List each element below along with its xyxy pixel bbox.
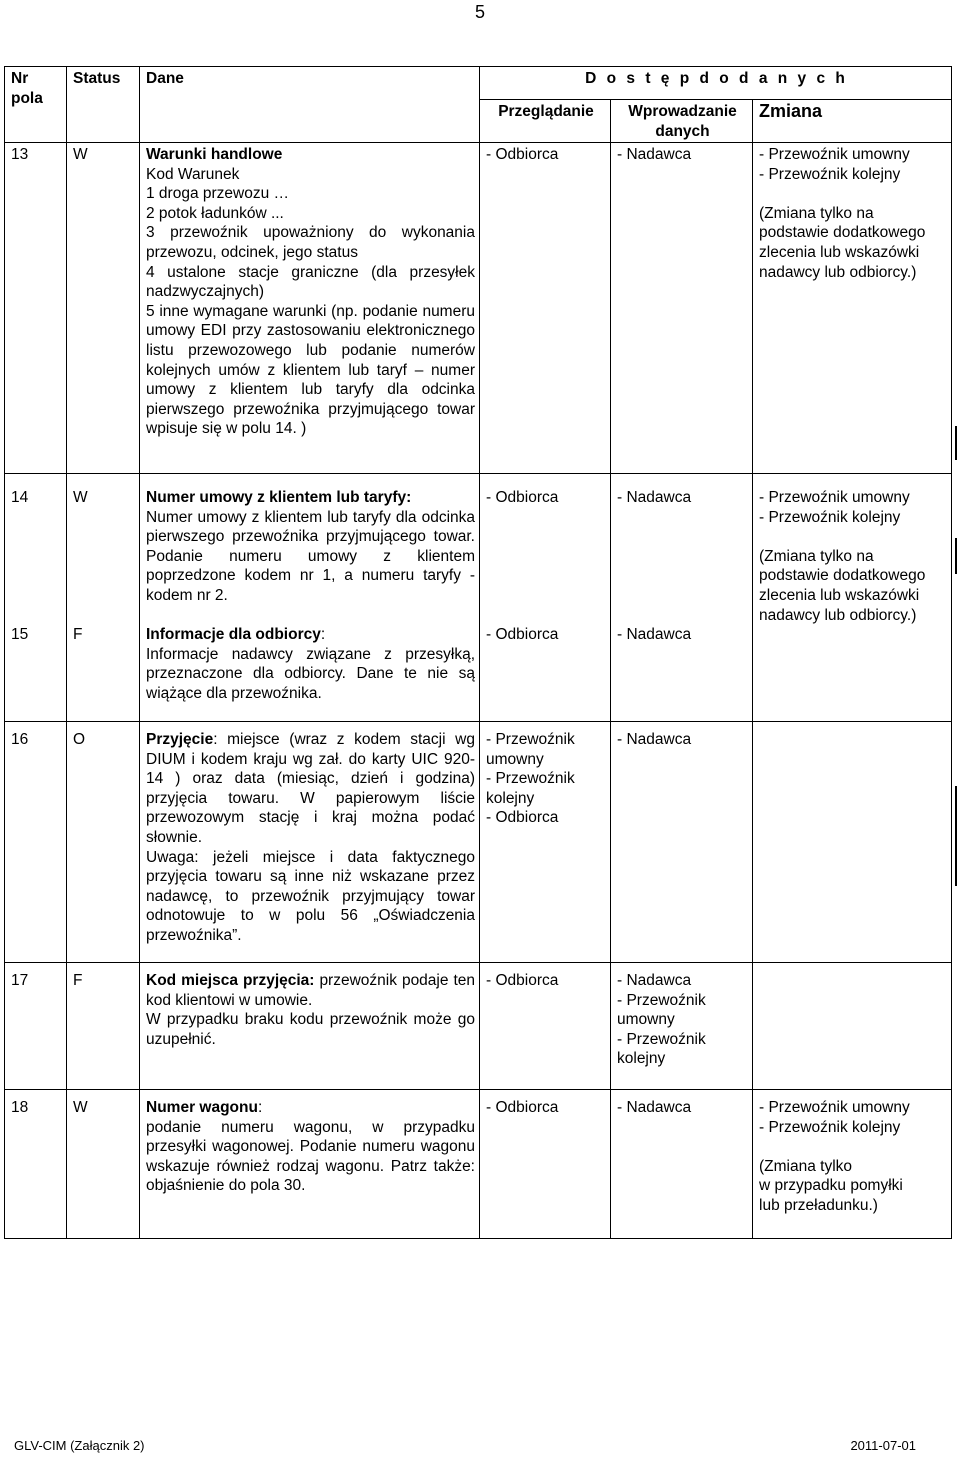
row-13-zmiana: - Przewoźnik umowny - Przewoźnik kolejny (Zmiana tylko na podstawie dodatkowego zlecenia lub wskazówki nadawcy lub odbiorcy.): [753, 143, 952, 474]
row-16-status: O: [67, 722, 140, 963]
page-number: 5: [474, 2, 485, 22]
row-18-nr: 18: [5, 1090, 67, 1239]
row-16-body: Uwaga: jeżeli miejsce i data faktycznego przyjęcia towaru są inne niż wskazane przez nadawcę, to przewoźnik przyjmujący towar odnotowuje to w polu 56 „Oświadczenia przewoźnika”.: [146, 848, 475, 944]
header-przegladanie: Przeglądanie: [480, 100, 611, 143]
row-17-przegladanie: - Odbiorca: [480, 963, 611, 1090]
header-dane: Dane: [140, 67, 480, 143]
row-16-wprowadzanie: - Nadawca: [611, 722, 753, 963]
row-16-przegladanie: - Przewoźnik umowny - Przewoźnik kolejny - Odbiorca: [480, 722, 611, 963]
row-18-body: podanie numeru wagonu, w przypadku przesyłki wagonowej. Podanie numeru wagonu wskazuje również rodzaj wagonu. Patrz także: objaśnienie do pola 30.: [146, 1118, 475, 1195]
row-18-przegladanie: - Odbiorca: [480, 1090, 611, 1239]
row-13-title: Warunki handlowe: [146, 146, 283, 163]
row-15-title-suffix: :: [320, 626, 326, 643]
row-16-nr: 16: [5, 722, 67, 963]
change-bar-marker: [955, 426, 957, 460]
row-15-wprowadzanie: - Nadawca: [611, 623, 753, 722]
row-16-title: Przyjęcie: [146, 731, 214, 748]
row-16-dane: [140, 722, 480, 963]
table-row-14: [5, 474, 952, 624]
row-13-status: W: [67, 143, 140, 474]
row-14-title: Numer umowy z klientem lub taryfy:: [146, 489, 412, 506]
row-18-title-suffix: :: [257, 1099, 263, 1116]
row-14-nr: 14: [5, 474, 67, 624]
row-17-nr: 17: [5, 963, 67, 1090]
footer-date: 2011-07-01: [850, 1438, 916, 1453]
header-dostep: D o s t ę p d o d a n y c h: [480, 67, 952, 100]
change-bar-marker: [955, 538, 957, 574]
row-18-wprowadzanie: - Nadawca: [611, 1090, 753, 1239]
footer-document-id: GLV-CIM (Załącznik 2): [14, 1438, 145, 1453]
header-status: Status: [67, 67, 140, 143]
row-18-dane: [140, 1090, 480, 1239]
header-zmiana: Zmiana: [753, 100, 952, 143]
row-15-title: Informacje dla odbiorcy: [146, 626, 321, 643]
row-17-body: W przypadku braku kodu przewoźnik może go uzupełnić.: [146, 1011, 475, 1048]
row-13-wprowadzanie: - Nadawca: [611, 143, 753, 474]
row-17-status: F: [67, 963, 140, 1090]
change-bar-marker: [955, 786, 957, 886]
row-17-title-suffix: przewoźnik podaje ten kod klientowi w umowie.: [146, 972, 476, 1009]
row-17-wprowadzanie: - Nadawca - Przewoźnik umowny - Przewoźnik kolejny: [611, 963, 753, 1090]
header-wprowadzanie: Wprowadzanie danych: [611, 100, 753, 143]
row-16-zmiana: [753, 722, 952, 963]
row-18-zmiana: - Przewoźnik umowny - Przewoźnik kolejny (Zmiana tylko w przypadku pomyłki lub przeładunku.): [753, 1090, 952, 1239]
row-13-przegladanie: - Odbiorca: [480, 143, 611, 474]
row-14-status: W: [67, 474, 140, 624]
table-row-18: [5, 1090, 952, 1239]
row-14-zmiana: - Przewoźnik umowny - Przewoźnik kolejny (Zmiana tylko na podstawie dodatkowego zlecenia lub wskazówki nadawcy lub odbiorcy.): [753, 474, 952, 722]
row-15-przegladanie: - Odbiorca: [480, 623, 611, 722]
row-14-przegladanie: - Odbiorca: [480, 474, 611, 624]
row-16-title-suffix: : miejsce (wraz z kodem stacji wg DIUM i kodem kraju wg zał. do karty UIC 920-14 ) oraz data (miesiąc, dzień i godzina) przyjęcia towaru. W papierowym liście przewozowym stację i kraj można podać słownie.: [146, 731, 475, 846]
header-row-1: [5, 67, 952, 100]
row-18-status: W: [67, 1090, 140, 1239]
row-17-zmiana: [753, 963, 952, 1090]
row-18-title: Numer wagonu: [146, 1099, 258, 1116]
header-nr-pola: Nr pola: [5, 67, 67, 143]
row-15-body: Informacje nadawcy związane z przesyłką, przeznaczone dla odbiorcy. Dane te nie są wiążące dla przewoźnika.: [146, 645, 475, 702]
row-15-dane: [140, 623, 480, 722]
table-row-13: [5, 143, 952, 474]
row-17-title: Kod miejsca przyjęcia:: [146, 972, 315, 989]
row-13-body: Kod Warunek 1 droga przewozu … 2 potok ładunków ... 3 przewoźnik upoważniony do wykonania przewozu, odcinek, jego status 4 ustalone stacje graniczne (dla przesyłek nadzwyczajnych) 5 inne wymagane warunki (np. podanie numeru umowy EDI przy zastosowaniu elektronicznego listu przewozowego lub podanie numerów kolejnych umów z klientem lub taryf – numer umowy z klientem lub taryfy dla odcinka pierwszego przewoźnika przyjmującego towar wpisuje się w polu 14. ): [146, 165, 475, 438]
row-15-status: F: [67, 623, 140, 722]
row-15-nr: 15: [5, 623, 67, 722]
row-17-dane: [140, 963, 480, 1090]
table-row-17: [5, 963, 952, 1090]
data-access-table: [4, 66, 952, 1239]
row-14-wprowadzanie: - Nadawca: [611, 474, 753, 624]
table-row-16: [5, 722, 952, 963]
row-14-dane: [140, 474, 480, 624]
row-13-nr: 13: [5, 143, 67, 474]
row-14-body: Numer umowy z klientem lub taryfy dla odcinka pierwszego przewoźnika przyjmującego towar. Podanie numeru umowy z klientem poprzedzone kodem nr 1, a numeru taryfy - kodem nr 2.: [146, 508, 475, 604]
row-13-dane: [140, 143, 480, 474]
